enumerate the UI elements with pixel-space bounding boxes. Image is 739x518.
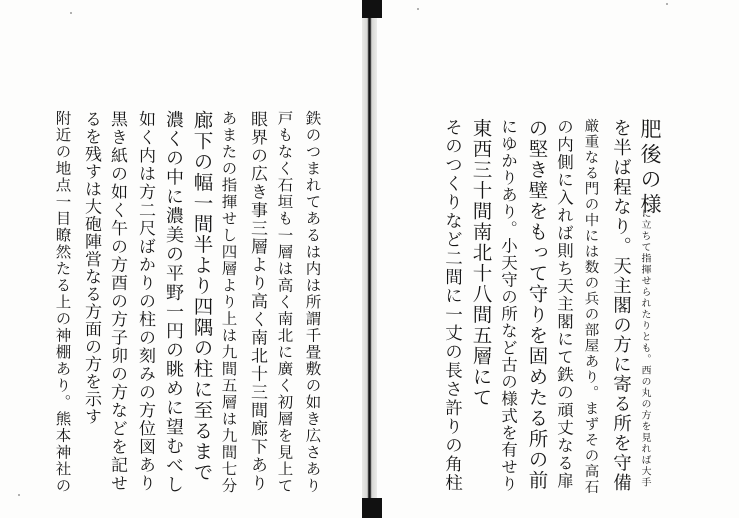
- left-column-3: 眼界の広き事三層より高く南北十三間廊下あり: [247, 109, 267, 493]
- right-column-8: そのつくりなど二間に一丈の長さ許りの角柱: [442, 117, 463, 493]
- left-column-9: るを残すは大砲陣営なる方面の方を示す: [81, 109, 101, 426]
- right-column-6: にゆかりあり。小天守の所など古の様式を有せり: [498, 117, 518, 493]
- book-gutter: [362, 0, 377, 518]
- right-page: [377, 0, 739, 518]
- left-column-6: 濃くの中に濃美の平野一円の眺めに望むべし: [163, 109, 184, 495]
- left-column-5: 廊下の幅一間半より四隅の柱に至るまで: [190, 109, 214, 483]
- right-column-4: の内側に入れば則ち天主閣にて鉄の頑丈なる扉: [554, 117, 574, 490]
- right-page-title: 肥後の様: [638, 117, 662, 219]
- left-column-2: 戸もなく石垣も一層は高く南北に廣く初層を見上て: [275, 109, 294, 495]
- left-column-4: あまたの指揮せし四層より上は九間五層は九間七分: [219, 109, 238, 495]
- right-column-2: を半ば程なり。天主閣の方に寄る所を守備: [610, 117, 632, 493]
- left-page: [0, 0, 362, 518]
- right-column-3: 厳重なる門の中には数の兵の部屋あり。まずその高石: [582, 117, 599, 496]
- right-column-7: 東西三十間南北十八間五層にて: [469, 117, 493, 409]
- left-column-8: 黒き紙の如く午の方酉の方子卯の方などを記せ: [107, 109, 127, 493]
- right-column-5: の堅き壁をもって守りを固めたる所の前: [525, 117, 549, 491]
- binding-shadow-bottom: [360, 498, 382, 518]
- left-column-1: 鉄のつまれてあるは内は所謂千畳敷の如き広さあり: [303, 109, 322, 495]
- paper-speck: [666, 3, 668, 5]
- left-column-7: 如く内は方二尺ばかりの柱の刻みの方位図あり: [135, 109, 155, 493]
- paper-speck: [18, 494, 20, 496]
- paper-speck: [417, 8, 419, 10]
- paper-speck: [70, 12, 72, 14]
- left-column-10: 附近の地点一目瞭然たる上の神棚あり。熊本神社の: [53, 109, 72, 495]
- right-column-1: に立ちて指揮せられたりとも。西の丸の方を見れば大手: [639, 207, 650, 489]
